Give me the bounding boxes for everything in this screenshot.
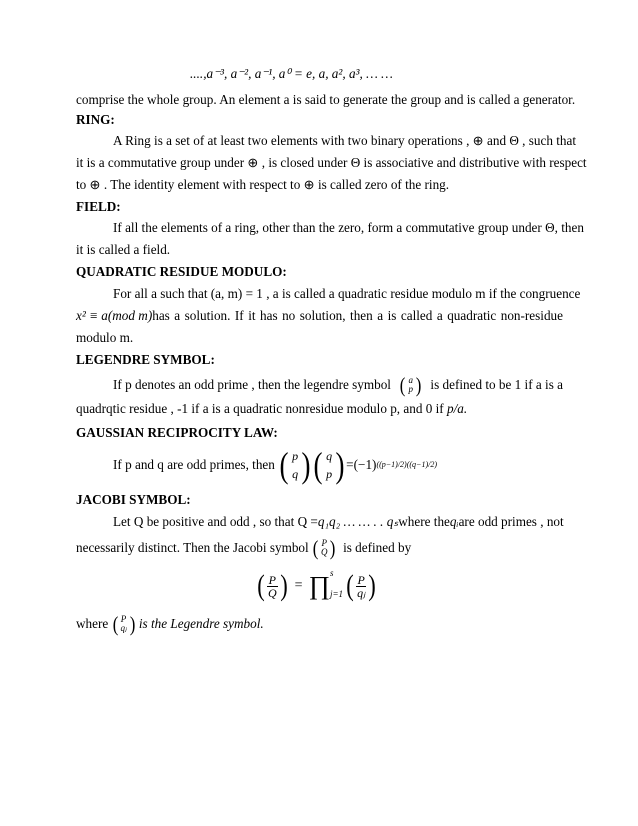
where-symbol: P qⱼ	[120, 614, 127, 633]
qr-line-2	[76, 308, 563, 324]
legendre-symbol: ( a p )	[400, 373, 422, 397]
gauss-exponent: ((p−1)/2)((q−1)/2)	[376, 460, 437, 469]
legendre-line-1-a: If p denotes an odd prime , then the legendre symbol	[113, 377, 391, 392]
intro-paragraph: comprise the whole group. An element a is said to generate the group and is called a generator.	[76, 92, 576, 107]
gauss-symbol-1: p q	[292, 449, 299, 481]
product-limits: s j=1	[329, 568, 344, 599]
qr-line-1: For all a such that (a, m) = 1 , a is called a quadratic residue modulo m if the congruence	[113, 286, 581, 301]
legendre-heading: LEGENDRE SYMBOL:	[76, 352, 215, 367]
gauss-heading: GAUSSIAN RECIPROCITY LAW:	[76, 425, 278, 440]
ring-line-1: A Ring is a set of at least two elements with two binary operations , ⊕ and Θ , such that	[113, 133, 577, 148]
field-line-1: If all the elements of a ring, other than the zero, form a commutative group under Θ, then	[113, 220, 584, 235]
product-symbol: ∏	[308, 571, 330, 600]
gauss-law-line: If p and q are odd primes, then ( p q ) ( q p ) =(−1) ((p−1)/2)((q−1)/2)	[113, 445, 437, 485]
formula-lhs: $\frac{P}{Q}$	[268, 572, 277, 600]
ring-line-3: to ⊕ . The identity element with respect to ⊕ is called zero of the ring.	[76, 177, 450, 192]
generator-expression: ....,a⁻³, a⁻², a⁻¹, a⁰ = e, a, a², a³, … …	[190, 66, 393, 81]
qr-line-3: modulo m.	[76, 330, 134, 345]
legendre-line-1-b: is defined to be 1 if a is a	[430, 377, 563, 392]
ring-line-2: it is a commutative group under ⊕ , is closed under Θ is associative and distributive with respect	[76, 155, 587, 170]
gauss-rhs: =(−1)	[346, 457, 377, 472]
qr-line-2-text: has a solution. If it has no solution, then a is called a quadratic non-residue	[152, 308, 563, 323]
field-heading: FIELD:	[76, 199, 121, 214]
legendre-line-1	[113, 374, 563, 396]
jacobi-symbol-inline: P Q	[320, 538, 328, 557]
q-product: q₁q₂ … … . . qₛ	[317, 514, 399, 529]
jacobi-where-line: where ( P qⱼ ) is the Legendre symbol.	[76, 612, 264, 636]
congruence-math: x² ≡ a(mod m)	[76, 308, 153, 323]
jacobi-line-1: Let Q be positive and odd , so that Q = q₁q₂ … … . . qₛ where the qᵢ are odd primes , not	[113, 514, 564, 529]
field-line-2: it is called a field.	[76, 242, 171, 257]
jacobi-formula: ( $\frac{P}{Q}$ ) = ∏ s j=1 ( $\frac{P}{\text{qⱼ}}$ )	[257, 568, 376, 602]
ring-heading: RING:	[76, 112, 115, 127]
jacobi-heading: JACOBI SYMBOL:	[76, 492, 191, 507]
qr-heading: QUADRATIC RESIDUE MODULO:	[76, 264, 287, 279]
jacobi-line-2: necessarily distinct. Then the Jacobi symbol ( P Q ) is defined by	[76, 536, 412, 560]
gauss-symbol-2: q p	[326, 449, 333, 481]
legendre-line-2: quadrqtic residue , -1 if a is a quadratic nonresidue modulo p, and 0 if p/a.	[76, 401, 468, 416]
formula-rhs: $\frac{P}{\text{qⱼ}}$	[357, 572, 366, 600]
